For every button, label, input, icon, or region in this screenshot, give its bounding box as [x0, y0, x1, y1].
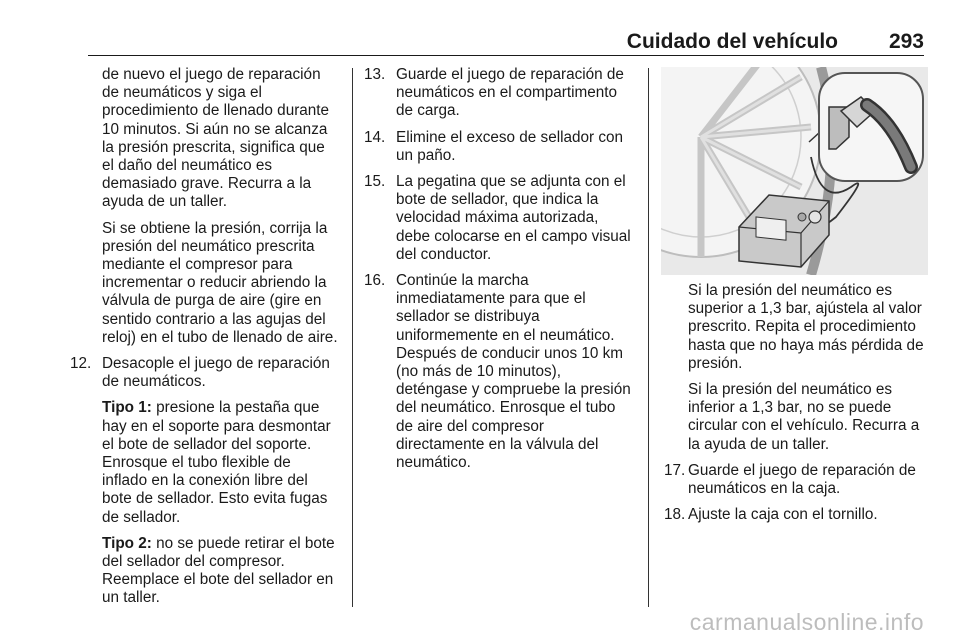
step-15 — [364, 173, 634, 264]
tipo1-paragraph — [84, 399, 340, 526]
step-number: 16. — [364, 272, 386, 290]
page-number: 293 — [888, 30, 924, 53]
tyre-compressor-drawing — [661, 67, 928, 275]
pressure-below-paragraph: Si la presión del neumático es inferior a 1,3 bar, no se puede circular con el vehículo. Recurra a la ayuda de un taller. — [688, 381, 920, 453]
header-rule — [88, 55, 924, 56]
page-header-title: Cuidado del vehículo — [626, 30, 838, 53]
step-number: 14. — [364, 128, 386, 146]
column-1 — [70, 66, 340, 616]
step-text: Ajuste la caja con el tornillo. — [688, 506, 878, 524]
step-number: 17. — [664, 461, 686, 479]
step-number: 12. — [70, 355, 92, 373]
step-14 — [364, 128, 634, 165]
step-text: Guarde el juego de reparación de neumáticos en la caja. — [688, 461, 916, 498]
step-13 — [364, 66, 634, 121]
column-3 — [664, 282, 928, 532]
step-17 — [664, 462, 928, 498]
tipo2-text: no se puede retirar el bote del sellador del compresor. Reemplace el bote del sellador en un taller. — [102, 534, 335, 607]
pressure-above-paragraph: Si la presión del neumático es superior a 1,3 bar, ajústela al valor prescrito. Repita el procedimiento hasta que no haya más pérdida de presión. — [688, 282, 924, 372]
tipo1-label: Tipo 1: — [102, 399, 152, 417]
tipo1-text: presione la pestaña que hay en el soporte para desmontar el bote de sellador del soporte. Enrosque el tubo flexible de inflado en la conexión libre del bote de sellador. Esto evita fugas de sellador. — [102, 399, 331, 526]
column-divider-2 — [648, 68, 649, 607]
column-divider-1 — [352, 68, 353, 607]
step-text: Continúe la marcha inmediatamente para que el sellador se distribuya uniformemente en el neumático. Después de conducir unos 10 km (no más de 10 minutos), deténgase y compruebe la presión del neumático. Enrosque el tubo de aire del compresor directamente en la válvula del neumático. — [396, 272, 631, 472]
column-2 — [364, 66, 634, 480]
step-text: La pegatina que se adjunta con el bote de sellador, que indica la velocidad máxima autorizada, debe colocarse en el campo visual del conductor. — [396, 173, 631, 263]
step-text: Elimine el exceso de sellador con un paño. — [396, 128, 624, 164]
continued-paragraph: de nuevo el juego de reparación de neumáticos y siga el procedimiento de llenado durante 10 minutos. Si aún no se alcanza la presión prescrita, significa que el daño del neumático es demasiado grave. Recurra a la ayuda de un taller. — [102, 66, 330, 211]
step-number: 18. — [664, 506, 686, 524]
tyre-compressor-illustration — [661, 67, 928, 275]
step-number: 13. — [364, 66, 386, 83]
tipo2-label: Tipo 2: — [102, 534, 152, 552]
pressure-adjust-paragraph: Si se obtiene la presión, corrija la presión del neumático prescrita mediante el compresor para incrementar o reducir abriendo la válvula de purga de aire (gire en sentido contrario a las agujas del reloj) en el tubo de llenado de aire. — [102, 219, 338, 346]
watermark-text: carmanualsonline.info — [689, 609, 924, 635]
step-number: 15. — [364, 173, 386, 191]
step-16 — [364, 272, 634, 472]
step-18 — [664, 506, 928, 524]
step-12 — [70, 355, 340, 391]
step-text: Desacople el juego de reparación de neumáticos. — [102, 355, 330, 391]
tipo2-paragraph — [84, 535, 340, 608]
step-text: Guarde el juego de reparación de neumáticos en el compartimento de carga. — [396, 66, 624, 120]
